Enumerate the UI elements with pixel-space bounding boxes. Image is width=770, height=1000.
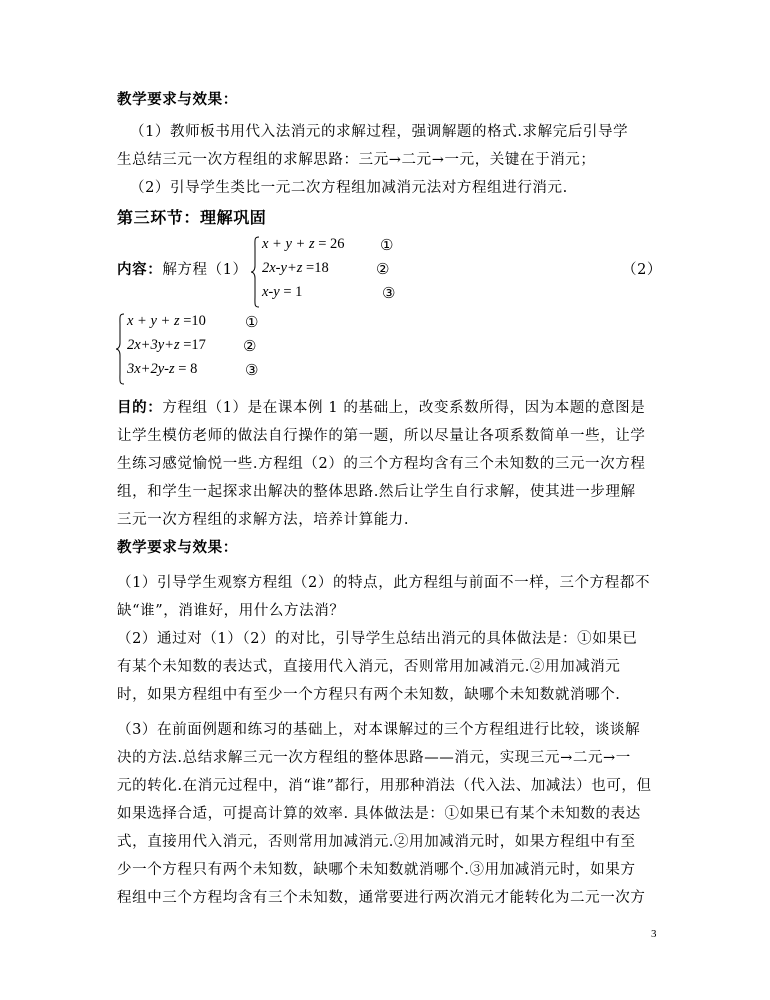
paragraph-line: 决的方法.总结求解三元一次方程组的整体思路——消元，实现三元→二元→一 [117, 750, 631, 766]
purpose-line [117, 398, 657, 418]
page-number: 3 [651, 928, 657, 940]
paragraph-line: （1）教师板书用代入法消元的求解过程，强调解题的格式.求解完后引导学 [130, 124, 629, 140]
paragraph-line: （2）引导学生类比一元二次方程组加减消元法对方程组进行消元. [130, 180, 568, 196]
paragraph-line: 组，和学生一起探求出解决的整体思路.然后让学生自行求解，使其进一步理解 [117, 484, 636, 500]
content-text: 解方程（1） [162, 262, 248, 278]
paragraph-line: 生总结三元一次方程组的求解思路：三元→二元→一元，关键在于消元； [117, 152, 596, 168]
equation-lhs: x + y + z [127, 313, 180, 329]
paragraph-line: 少一个方程只有两个未知数，缺哪个未知数就消哪个.③用加减消元时，如果方 [117, 862, 636, 878]
paragraph-line: 时，如果方程组中有至少一个方程只有两个未知数，缺哪个未知数就消哪个. [117, 687, 621, 703]
equation-rhs: = 26 [318, 236, 345, 252]
equation-row [262, 260, 329, 277]
teaching-requirements-heading: 教学要求与效果： [117, 92, 238, 108]
paragraph-line: 程组中三个方程均含有三个未知数，通常要进行两次消元才能转化为二元一次方 [117, 890, 646, 906]
equation-rhs: = 1 [283, 284, 303, 300]
paragraph-line: 有某个未知数的表达式，直接用代入消元，否则常用加减消元.②用加减消元 [117, 659, 621, 675]
equation-rhs: =17 [183, 337, 206, 353]
paragraph-line: 式，直接用代入消元，否则常用加减消元.②用加减消元时，如果方程组中有至 [117, 834, 636, 850]
paragraph-line: 方程组（1）是在课本例 1 的基础上，改变系数所得，因为本题的意图是 [162, 400, 646, 416]
paragraph-line: 缺“谁”，消谁好，用什么方法消？ [117, 603, 345, 619]
equation-rhs: = 8 [178, 361, 198, 377]
equation-rhs: =18 [306, 260, 329, 276]
paragraph-line: 让学生模仿老师的做法自行操作的第一题，所以尽量让各项系数简单一些，让学 [117, 428, 646, 444]
equation-row [127, 313, 206, 330]
equation-row [262, 284, 302, 301]
equation-row [127, 361, 197, 378]
equation-lhs: x-y [262, 284, 280, 300]
equation-lhs: 3x+2y-z [127, 361, 175, 377]
paragraph-line: （3）在前面例题和练习的基础上，对本课解过的三个方程组进行比较，谈谈解 [117, 722, 641, 738]
section-heading: 第三环节：理解巩固 [117, 208, 267, 227]
equation-row [127, 337, 206, 354]
purpose-label: 目的： [117, 400, 163, 416]
paragraph-line: （2）通过对（1）（2）的对比，引导学生总结出消元的具体做法是：①如果已 [117, 631, 638, 647]
equation-number: ② [376, 262, 390, 278]
equation-lhs: x + y + z [262, 236, 315, 252]
paragraph-line: 如果选择合适，可提高计算的效率. 具体做法是：①如果已有某个未知数的表达 [117, 806, 641, 822]
equation-number: ③ [382, 286, 396, 302]
equation-rhs: =10 [183, 313, 206, 329]
equation-number: ① [245, 315, 259, 331]
equation-system-1 [250, 236, 410, 308]
teaching-requirements-heading: 教学要求与效果： [117, 540, 238, 556]
equation-number: ③ [245, 363, 259, 379]
paragraph-line: 三元一次方程组的求解方法，培养计算能力. [117, 512, 410, 528]
equation-lhs: 2x-y+z [262, 260, 303, 276]
equation-lhs: 2x+3y+z [127, 337, 180, 353]
equation-system-2 [115, 313, 275, 385]
paragraph-line: 生练习感觉愉悦一些.方程组（2）的三个方程均含有三个未知数的三元一次方程 [117, 456, 646, 472]
equation-number: ① [380, 238, 394, 254]
equation-row [262, 236, 345, 253]
paragraph-line: 元的转化.在消元过程中，消“谁”都行，用那种消法（代入法、加减法）也可，但 [117, 778, 652, 794]
equation-label-2: （2） [622, 262, 663, 278]
left-brace-icon [115, 313, 125, 385]
content-label: 内容： [117, 262, 163, 278]
equation-number: ② [243, 339, 257, 355]
paragraph-line: （1）引导学生观察方程组（2）的特点，此方程组与前面不一样，三个方程都不 [117, 575, 651, 591]
left-brace-icon [250, 236, 260, 308]
